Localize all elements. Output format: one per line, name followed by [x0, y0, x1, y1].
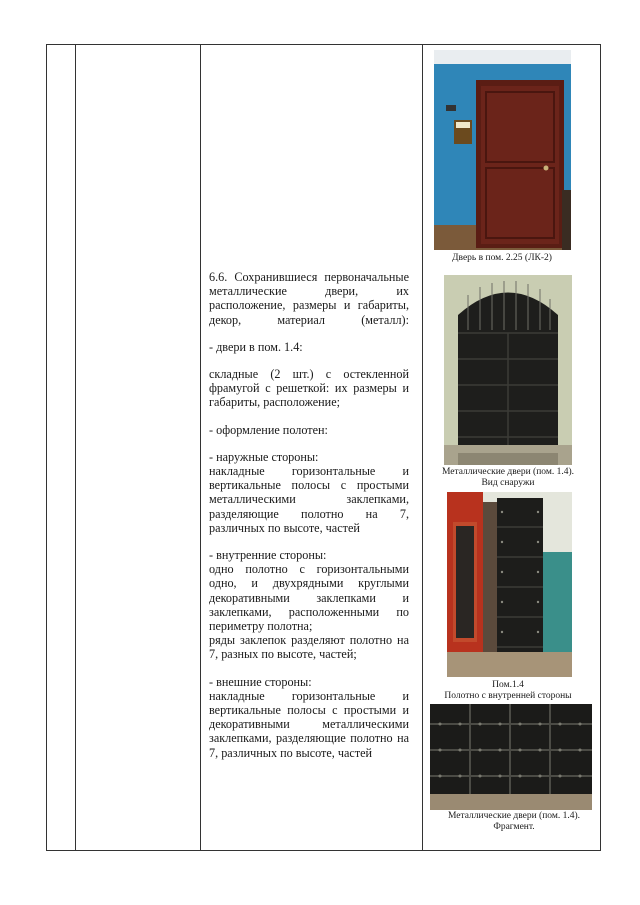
paragraph-doors: - двери в пом. 1.4:: [209, 339, 303, 354]
section-heading: 6.6. Сохранившиеся первоначальные металлические двери, их расположение, размеры и габариты, декор, материал (металл):: [209, 270, 409, 327]
caption-metal-doors-fragment: Металлические двери (пом. 1.4). Фрагмент.: [447, 811, 581, 832]
photo-metal-doors-outside: [444, 275, 572, 465]
caption-door-2-25: Дверь в пом. 2.25 (ЛК-2): [452, 253, 552, 263]
paragraph-external: - внешние стороны: накладные горизонтальные и вертикальные полосы с простыми и декоративными металлическими заклепками, разделяющие полотно на 7, различных по высоте, частей: [209, 674, 409, 760]
column-divider-1: [75, 45, 76, 850]
paragraph-outer: - наружные стороны: накладные горизонтальные и вертикальные полосы с простыми металлическими заклепками, разделяющие полотно на 7, различных по высоте, частей: [209, 449, 409, 535]
caption-door-inner-side: Пом.1.4 Полотно с внутренней стороны: [444, 680, 572, 701]
description-column: [209, 270, 409, 760]
paragraph-folding: складные (2 шт.) с остекленной фрамугой с решеткой: их размеры и габариты, расположение;: [209, 367, 409, 410]
photo-door-inner-side: [447, 492, 572, 677]
photo-door-2-25: [434, 50, 571, 250]
paragraph-design: - оформление полотен:: [209, 422, 328, 437]
column-divider-3: [422, 45, 423, 850]
caption-metal-doors-outside: Металлические двери (пом. 1.4). Вид снаружи: [441, 467, 575, 488]
photo-metal-doors-fragment: [430, 704, 592, 810]
paragraph-inner: - внутренние стороны: одно полотно с горизонтальными одно, и двухрядными круглыми декоративными заклепками и заклепками, расположенными по периметру полотна; ряды заклепок разделяют полотно на 7, разных по высоте, частей;: [209, 548, 409, 662]
column-divider-2: [200, 45, 201, 850]
